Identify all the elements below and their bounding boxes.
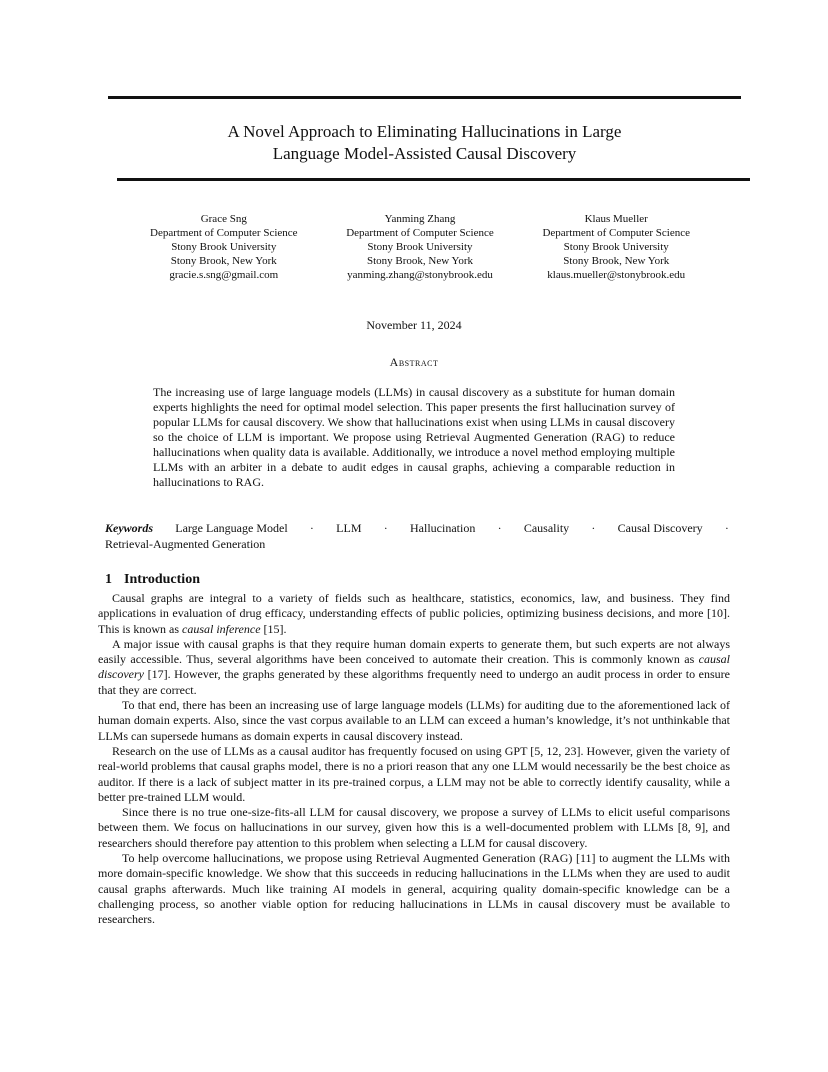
author-email: klaus.mueller@stonybrook.edu: [547, 269, 686, 281]
keyword-separator: ·: [497, 521, 502, 535]
author-univ: Stony Brook University: [367, 241, 473, 253]
emphasis-term: causal discovery: [98, 652, 730, 682]
paragraph-4: Research on the use of LLMs as a causal auditor has frequently focused on using GPT [5, 12, 23]. However, given the variety of real-world problems that causal graphs model, there is no a priori reason that any one LLM would necessarily be the best choice as auditor. If there is a lack of subject matter in its pre-trained corpus, a LLM may not be able to correctly identify causality, while a better pre-trained LLM would.: [98, 743, 730, 804]
title-line-2: Language Model-Assisted Causal Discovery: [272, 144, 577, 163]
author-email: gracie.s.sng@gmail.com: [169, 269, 279, 281]
paragraph-text: [17]. However, the graphs generated by these algorithms frequently need to undergo an audit process in order to ensure that they are correct.: [98, 667, 730, 697]
author-city: Stony Brook, New York: [563, 255, 670, 267]
paragraph-2: [98, 637, 730, 698]
paragraph-5: Since there is no true one-size-fits-all LLM for causal discovery, we propose a survey of LLMs to elicit useful comparisons between them. We focus on hallucinations in our survey, given how this is a well-documented problem with LLMs [8, 9], and researchers should therefore pay attention to this problem when selecting a LLM for causal discovery.: [98, 805, 730, 850]
paper-date: November 11, 2024: [366, 318, 462, 332]
author-2: [346, 212, 494, 282]
emphasis-term: causal inference: [182, 621, 261, 636]
keyword: Causality: [523, 521, 570, 535]
author-name: Grace Sng: [200, 213, 247, 225]
title-line-1: A Novel Approach to Eliminating Hallucinations in Large: [227, 122, 622, 141]
author-city: Stony Brook, New York: [366, 255, 474, 267]
section-title: Introduction: [124, 572, 200, 587]
keyword-separator: ·: [591, 521, 596, 535]
paragraph-1: [98, 591, 730, 637]
author-1: [150, 212, 298, 282]
paragraph-text: A major issue with causal graphs is that they require human domain experts to generate them, but such experts are not always easily accessible. Thus, several algorithms have been conceived to automate their creation. This is commonly known as: [98, 636, 730, 667]
section-number: 1: [105, 572, 112, 587]
paragraph-text: Causal graphs are integral to a variety of fields such as healthcare, statistics, economics, law, and business. They find applications in evaluation of drug efficacy, understanding effects of public policies, optimizing business decisions, and more [10]. This is known as: [98, 591, 730, 636]
paper-title: [108, 121, 741, 165]
title-bottom-rule: [117, 178, 750, 181]
keyword: Retrieval-Augmented Generation: [105, 537, 266, 551]
keyword-separator: ·: [309, 521, 314, 535]
keyword: LLM: [336, 521, 362, 535]
author-name: Klaus Mueller: [584, 213, 648, 225]
keyword-separator: ·: [724, 521, 729, 535]
keyword: Hallucination: [410, 521, 476, 535]
keyword-separator: ·: [383, 521, 388, 535]
keywords-label: Keywords: [105, 521, 153, 535]
keyword: Large Language Model: [175, 521, 288, 535]
author-name: Yanming Zhang: [384, 213, 456, 225]
paragraph-text: [15].: [260, 621, 287, 636]
keyword: Causal Discovery: [617, 521, 703, 535]
section-heading: [105, 572, 200, 588]
introduction-body: [98, 591, 730, 928]
abstract-text: The increasing use of large language models (LLMs) in causal discovery as a substitute for human domain experts highlights the need for optimal model selection. This paper presents the first hallucination survey of popular LLMs for causal discovery. We show that hallucinations exist when using LLMs in causal discovery so the choice of LLM is important. We propose using Retrieval Augmented Generation (RAG) to reduce hallucinations when quality data is available. Additionally, we introduce a novel method employing multiple LLMs with an arbiter in a debate to audit edges in causal graphs, achieving a comparable reduction in hallucinations to RAG.: [153, 385, 675, 489]
title-top-rule: [108, 96, 741, 99]
abstract-heading: Abstract: [389, 355, 439, 369]
author-city: Stony Brook, New York: [170, 255, 277, 267]
keywords-row: [105, 520, 729, 536]
paragraph-6: To help overcome hallucinations, we propose using Retrieval Augmented Generation (RAG) [11] to augment the LLMs with more domain-specific knowledge. We show that this succeeds in reducing hallucinations in the LLMs when they are used to audit causal graphs afterwards. Much like training AI models in general, acquiring quality domain-specific knowledge can be a challenging process, so another viable option for reducing hallucinations in LLMs in causal discovery must be available to researchers.: [98, 851, 730, 927]
author-email: yanming.zhang@stonybrook.edu: [347, 269, 493, 281]
author-dept: Department of Computer Science: [542, 227, 690, 239]
author-univ: Stony Brook University: [563, 241, 669, 253]
keywords-block: [105, 520, 729, 552]
author-univ: Stony Brook University: [171, 241, 277, 253]
paragraph-3: To that end, there has been an increasing use of large language models (LLMs) for auditing due to the aforementioned lack of human domain experts. Also, since the vast corpus available to an LLM can exceed a human’s knowledge, it’s not unthinkable that LLMs can supersede humans as domain experts in causal discovery instead.: [98, 698, 730, 743]
author-block: [150, 212, 690, 282]
author-dept: Department of Computer Science: [346, 227, 494, 239]
author-3: [542, 212, 690, 282]
author-dept: Department of Computer Science: [150, 227, 298, 239]
